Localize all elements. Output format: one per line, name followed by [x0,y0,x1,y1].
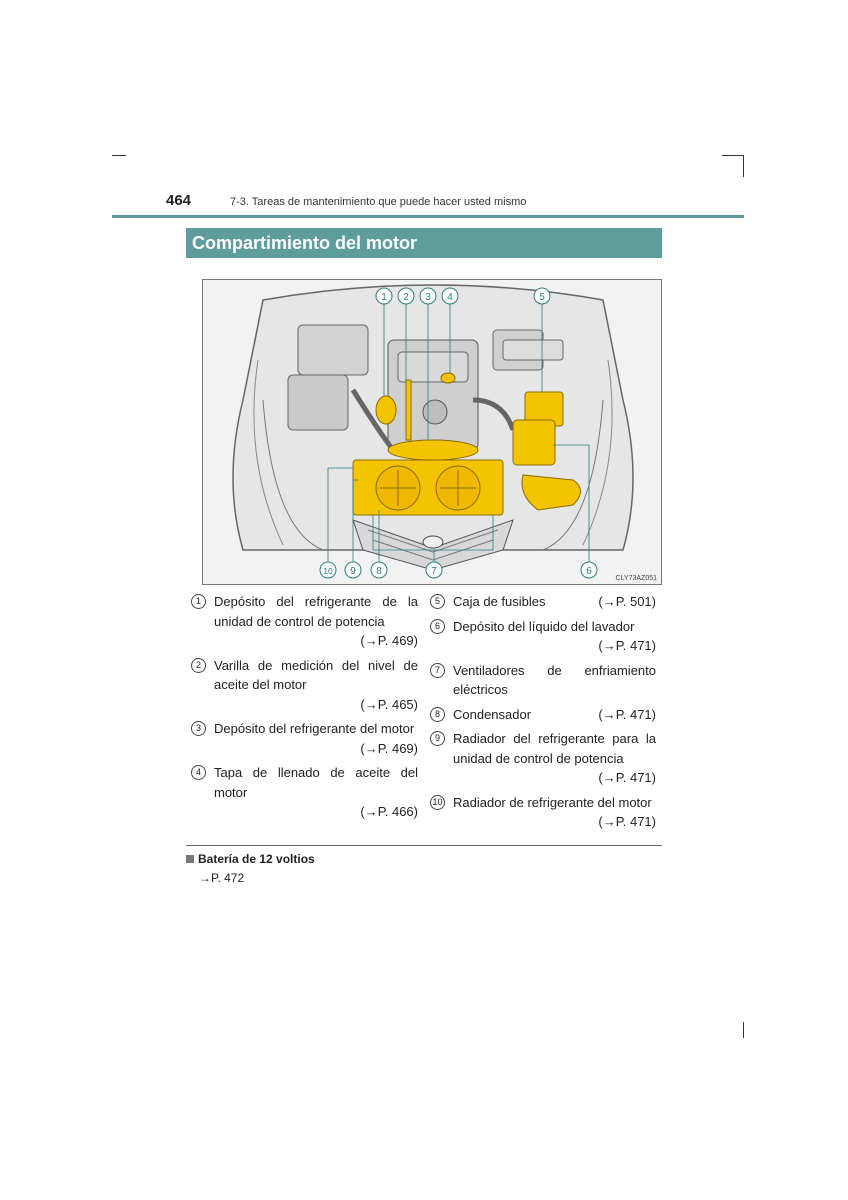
crop-mark-top-right-v [743,155,744,177]
page-number: 464 [166,192,192,209]
item-number: 8 [430,707,445,722]
radiator-block [353,460,503,515]
callout-2: 2 [403,292,409,303]
item-ref[interactable]: (→P. 466) [360,804,418,819]
oil-filler-cap [441,373,455,383]
bullet-square-icon [186,855,194,863]
item-number: 2 [191,658,206,673]
items-right-column [430,592,656,837]
item-number: 10 [430,795,445,810]
battery-ref[interactable]: →P. 472 [199,871,245,885]
list-item [191,719,418,758]
callout-5: 5 [539,292,545,303]
section-title: Compartimiento del motor [186,228,662,258]
item-text: Ventiladores de enfriamiento eléctricos [453,662,656,697]
item-number: 9 [430,731,445,746]
battery-heading [186,852,315,866]
callout-10: 10 [323,566,333,576]
callout-3: 3 [425,292,431,303]
item-ref[interactable]: (→P. 465) [360,696,418,712]
list-item [430,661,656,700]
item-text: Radiador de refrigerante del motor [453,794,652,810]
item-text: Depósito del líquido del lavador [453,618,635,634]
battery-title: Batería de 12 voltios [198,852,315,866]
crop-mark-top-left [112,155,126,156]
item-ref[interactable]: (→P. 471) [598,706,656,722]
item-ref[interactable]: (→P. 469) [360,633,418,648]
oil-dipstick [406,380,411,440]
callout-1: 1 [381,292,387,303]
item-text: Varilla de medición del nivel de aceite del motor [214,657,418,692]
list-item [430,705,656,725]
list-item [430,617,656,656]
list-item [191,656,418,715]
list-item [430,793,656,832]
item-text: Depósito del refrigerante de la unidad de control de potencia [214,594,418,629]
list-item [191,763,418,822]
item-number: 7 [430,663,445,678]
header-rule [112,215,744,218]
callout-9: 9 [350,566,356,577]
list-item [191,592,418,651]
callout-6: 6 [586,566,592,577]
chapter-title: 7-3. Tareas de mantenimiento que puede hacer usted mismo [230,196,527,208]
engine-coolant-reservoir [388,440,478,460]
item-number: 6 [430,619,445,634]
crop-mark-top-right [722,155,744,156]
item-ref[interactable]: (→P. 471) [598,638,656,653]
washer-reservoir-upper [513,420,555,465]
figure-code: CLY73AZ051 [615,575,657,582]
items-left-column [191,592,418,827]
coolant-reservoir-pcu [376,396,396,424]
section-divider [186,845,662,846]
item-number: 4 [191,765,206,780]
item-number: 3 [191,721,206,736]
item-text: Depósito del refrigerante del motor [214,721,415,736]
item-ref[interactable]: (→P. 471) [598,770,656,785]
item-ref[interactable]: (→P. 471) [598,814,656,829]
list-item [430,592,656,612]
item-ref[interactable]: (→P. 469) [360,740,418,756]
engine-compartment-figure [202,279,662,585]
item-ref[interactable]: (→P. 501) [598,594,656,609]
item-text: Tapa de llenado de aceite del motor [214,765,418,800]
item-number: 1 [191,594,206,609]
crop-mark-bottom-right [743,1022,744,1038]
callout-8: 8 [376,566,382,577]
item-text: Radiador del refrigerante para la unidad de control de potencia [453,731,656,766]
item-number: 5 [430,594,445,609]
engine-illustration [203,280,662,585]
item-text: Condensador [453,706,532,722]
callout-7: 7 [431,566,437,577]
item-text: Caja de fusibles [453,594,546,609]
callout-4: 4 [447,292,453,303]
list-item [430,729,656,788]
